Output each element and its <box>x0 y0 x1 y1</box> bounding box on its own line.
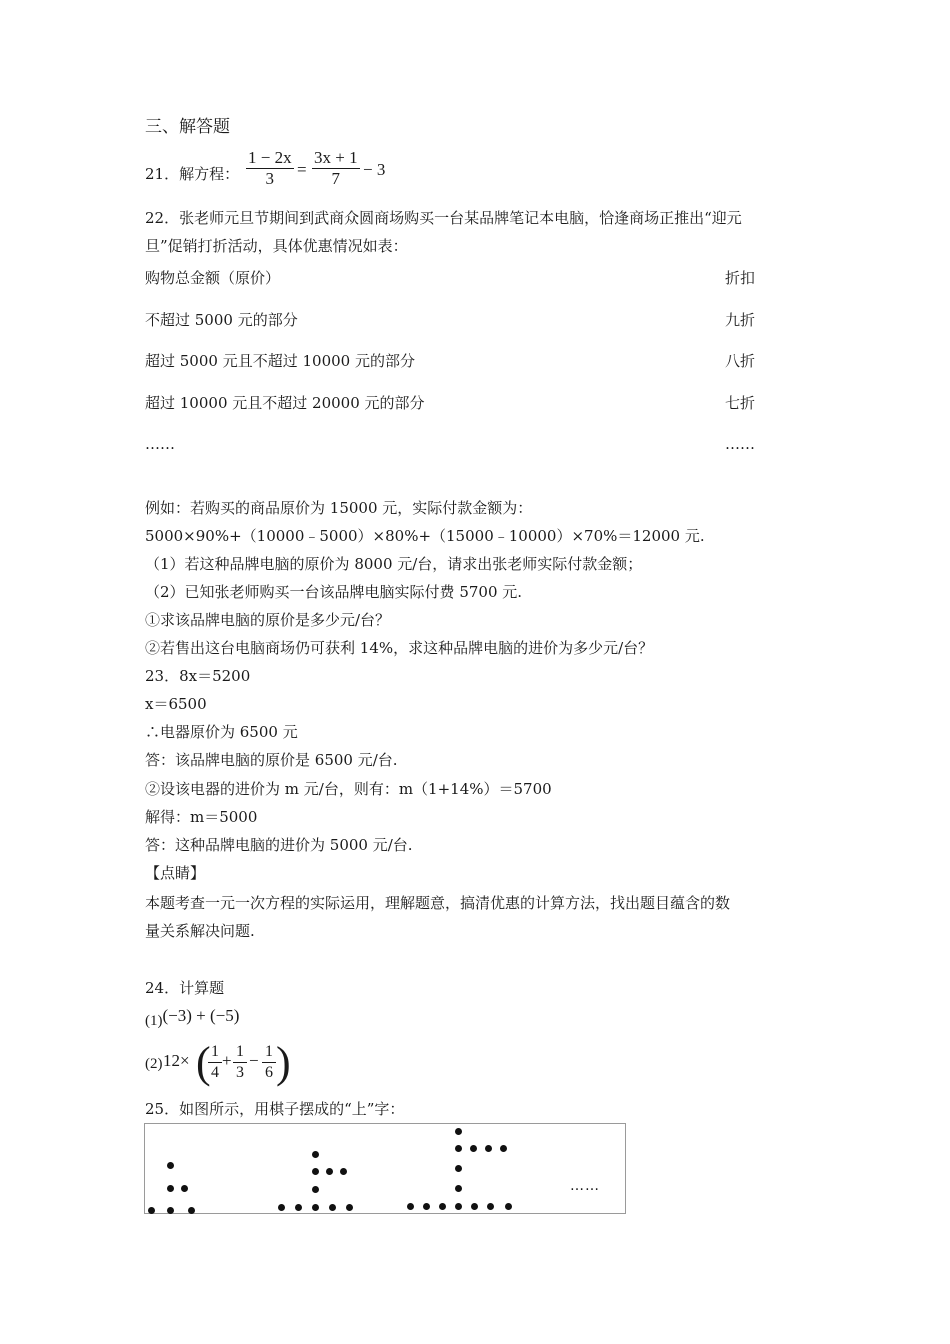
chess-piece <box>407 1203 414 1210</box>
q22-part2: （2）已知张老师购买一台该品牌电脑实际付费 5700 元. <box>145 583 523 601</box>
chess-piece <box>439 1203 446 1210</box>
q22-intro-line1: 22．张老师元旦节期间到武商众圆商场购买一台某品牌笔记本电脑，恰逢商场正推出“迎元 <box>145 209 742 227</box>
chess-piece <box>312 1204 319 1211</box>
q24-fraction-1 <box>208 1042 222 1083</box>
q24-title: 24．计算题 <box>145 979 225 997</box>
chess-piece <box>312 1186 319 1193</box>
table-row-0-right: 折扣 <box>725 269 756 287</box>
q24-op2: − <box>249 1051 259 1070</box>
table-row-2-right: 八折 <box>725 352 756 370</box>
q21-lhs-numerator: 1 − 2x <box>248 148 292 167</box>
chess-piece <box>295 1204 302 1211</box>
table-row-1-left: 不超过 5000 元的部分 <box>145 311 298 329</box>
table-row-3-left: 超过 10000 元且不超过 20000 元的部分 <box>145 394 425 412</box>
chess-piece <box>455 1128 462 1135</box>
chess-piece <box>167 1207 174 1214</box>
chess-piece <box>188 1207 195 1214</box>
q21-tail: − 3 <box>363 160 386 179</box>
q24-f2-num: 1 <box>236 1043 244 1060</box>
chess-piece <box>487 1203 494 1210</box>
q23-commentary-heading: 【点睛】 <box>145 864 206 882</box>
table-row-2-left: 超过 5000 元且不超过 10000 元的部分 <box>145 352 415 370</box>
chess-piece <box>500 1145 507 1152</box>
chess-piece <box>167 1162 174 1169</box>
chess-piece <box>312 1151 319 1158</box>
q23-line3: ∴电器原价为 6500 元 <box>145 723 298 741</box>
chess-piece <box>455 1145 462 1152</box>
q24-f1-num: 1 <box>211 1043 219 1060</box>
q22-example-line1: 例如：若购买的商品原价为 15000 元，实际付款金额为： <box>145 499 533 517</box>
q24-fraction-2 <box>233 1042 247 1083</box>
q24-f3-den: 6 <box>262 1062 276 1083</box>
chess-piece <box>181 1185 188 1192</box>
chess-piece <box>455 1203 462 1210</box>
chess-piece <box>455 1185 462 1192</box>
q24-part2-label: (2) <box>145 1056 163 1072</box>
q21-rhs-numerator: 3x + 1 <box>314 148 358 167</box>
table-row-1-right: 九折 <box>725 311 756 329</box>
q22-part2a: ①求该品牌电脑的原价是多少元/台？ <box>145 611 391 629</box>
chess-piece <box>455 1165 462 1172</box>
q24-part2-prefix: 12× <box>163 1051 190 1070</box>
q21-rhs-denominator: 7 <box>312 168 360 189</box>
q22-intro-line2: 旦”促销打折活动，具体优惠情况如表： <box>145 237 408 255</box>
chess-piece <box>312 1168 319 1175</box>
chess-piece <box>340 1168 347 1175</box>
table-row-4-right: …… <box>725 435 755 453</box>
q21-label: 21．解方程： <box>145 165 240 183</box>
q25-title: 25．如图所示，用棋子摆成的“上”字： <box>145 1100 405 1118</box>
q23-line4: 答：该品牌电脑的原价是 6500 元/台. <box>145 751 398 769</box>
q21-rhs-fraction <box>312 148 360 189</box>
q22-example-line2: 5000×90%+（10000﹣5000）×80%+（15000﹣10000）×70%＝12000 元. <box>145 527 705 545</box>
table-row-0-left: 购物总金额（原价） <box>145 269 281 287</box>
q23-line1: 23．8x＝5200 <box>145 667 251 685</box>
q23-line2: x＝6500 <box>145 695 207 713</box>
q21-lhs-fraction <box>246 148 294 189</box>
chess-piece <box>505 1203 512 1210</box>
q21-lhs-denominator: 3 <box>246 168 294 189</box>
q24-left-paren: ( <box>196 1038 211 1087</box>
q22-part2b: ②若售出这台电脑商场仍可获利 14%，求这种品牌电脑的进价为多少元/台？ <box>145 639 654 657</box>
chess-piece <box>471 1203 478 1210</box>
chess-piece <box>326 1168 333 1175</box>
q24-part1-label: (1) <box>145 1013 163 1029</box>
q24-part1 <box>145 1006 240 1031</box>
q24-f1-den: 4 <box>208 1062 222 1083</box>
chess-piece <box>423 1203 430 1210</box>
q24-right-paren: ) <box>276 1038 291 1087</box>
q21-equals: = <box>297 160 307 179</box>
chess-piece <box>346 1204 353 1211</box>
q23-line5: ②设该电器的进价为 m 元/台，则有：m（1+14%）＝5700 <box>145 780 552 798</box>
q24-f3-num: 1 <box>265 1043 273 1060</box>
chess-piece <box>329 1204 336 1211</box>
chess-pieces-figure <box>144 1123 626 1214</box>
q24-fraction-3 <box>262 1042 276 1083</box>
table-row-4-left: …… <box>145 435 175 453</box>
figure-ellipsis: …… <box>570 1178 600 1194</box>
q24-op1: + <box>222 1051 232 1070</box>
q23-line7: 答：这种品牌电脑的进价为 5000 元/台. <box>145 836 413 854</box>
chess-piece <box>470 1145 477 1152</box>
q24-part1-expression: (−3) + (−5) <box>162 1006 240 1025</box>
chess-piece <box>167 1185 174 1192</box>
q23-commentary-line1: 本题考查一元一次方程的实际运用，理解题意，搞清优惠的计算方法，找出题目蕴含的数 <box>145 894 731 912</box>
q23-line6: 解得：m＝5000 <box>145 808 258 826</box>
chess-piece <box>485 1145 492 1152</box>
q24-f2-den: 3 <box>233 1062 247 1083</box>
section-title: 三、解答题 <box>145 117 230 137</box>
q22-part1: （1）若这种品牌电脑的原价为 8000 元/台，请求出张老师实际付款金额； <box>145 555 643 573</box>
q23-commentary-line2: 量关系解决问题. <box>145 922 255 940</box>
table-row-3-right: 七折 <box>725 394 756 412</box>
chess-piece <box>148 1207 155 1214</box>
chess-piece <box>278 1204 285 1211</box>
